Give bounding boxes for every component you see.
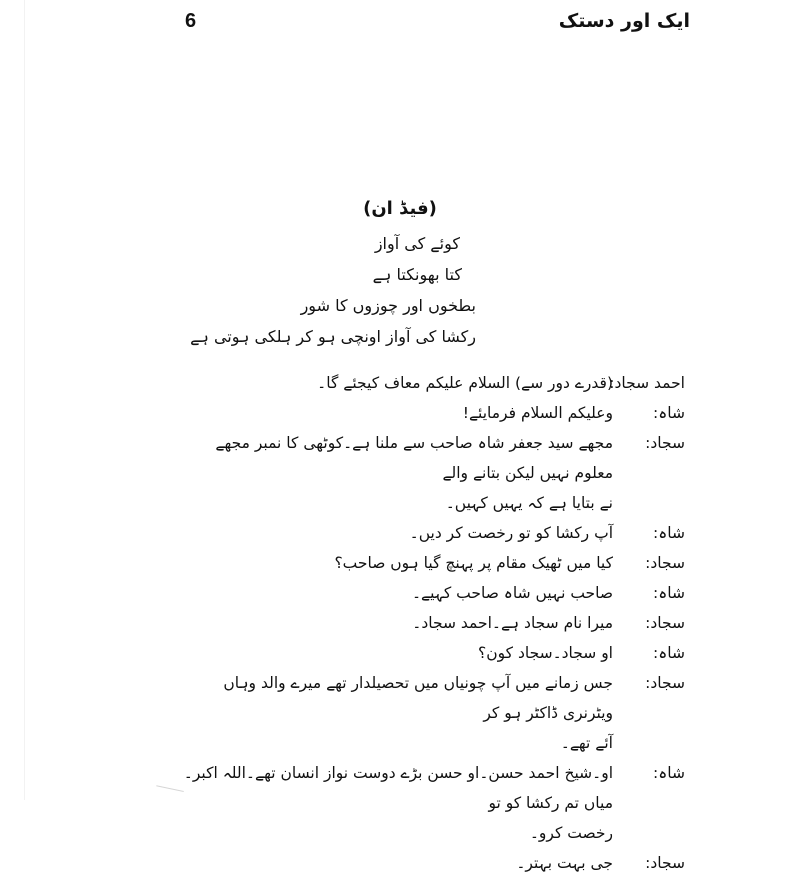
stage-direction-line: بطخوں اور چوزوں کا شور <box>300 296 476 315</box>
dialogue-row <box>180 518 685 548</box>
page-edge <box>24 0 25 800</box>
speaker-name: سجاد: <box>645 674 685 692</box>
speech-text <box>180 758 613 848</box>
speech-line: وعلیکم السلام فرمایئے! <box>462 404 613 422</box>
dialogue-block <box>180 368 685 878</box>
page-number: 6 <box>185 10 197 32</box>
dialogue-row <box>180 758 685 848</box>
running-header-title: ایک اور دستک <box>558 10 690 32</box>
speech-line: آپ رکشا کو تو رخصت کر دیں۔ <box>409 524 613 542</box>
stage-direction-line: کوئے کی آواز <box>374 234 460 253</box>
dialogue-row <box>180 668 685 758</box>
speech-text <box>180 608 613 638</box>
dialogue-row <box>180 578 685 608</box>
stage-direction-line: کتا بھونکتا ہے <box>372 265 462 284</box>
dialogue-row <box>180 608 685 638</box>
speech-line: کیا میں ٹھیک مقام پر پہنچ گیا ہوں صاحب؟ <box>334 554 613 572</box>
speech-line: رخصت کرو۔ <box>529 824 613 842</box>
stage-directions <box>190 228 520 352</box>
speech-line: جی بہت بہتر۔ <box>516 854 613 872</box>
speech-text <box>180 548 613 578</box>
speaker-name: شاہ: <box>652 524 685 542</box>
dialogue-row <box>180 638 685 668</box>
speaker-name: سجاد: <box>645 434 685 452</box>
stage-direction-line: رکشا کی آواز اونچی ہو کر ہلکی ہوتی ہے <box>190 327 476 346</box>
dialogue-row <box>180 398 685 428</box>
speech-line: او۔شیخ احمد حسن۔او حسن بڑے دوست نواز انسان تھے۔اللہ اکبر۔میاں تم رکشا کو تو <box>183 764 613 812</box>
speech-text <box>180 518 613 548</box>
dialogue-row <box>180 368 685 398</box>
speech-line: جس زمانے میں آپ چونیاں میں تحصیلدار تھے میرے والد وہاں ویٹرنری ڈاکٹر ہو کر <box>223 674 613 722</box>
dialogue-row <box>180 548 685 578</box>
speech-text <box>180 578 613 608</box>
speaker-name: سجاد: <box>645 854 685 872</box>
speaker-name: احمد سجاد: <box>609 374 685 392</box>
dialogue-row <box>180 848 685 878</box>
scene-heading: (فیڈ ان) <box>363 198 437 219</box>
speech-text <box>180 668 613 758</box>
speech-text <box>180 848 613 878</box>
speech-line: آئے تھے۔ <box>560 734 613 752</box>
speaker-name: سجاد: <box>645 554 685 572</box>
speech-line: صاحب نہیں شاہ صاحب کہیے۔ <box>411 584 613 602</box>
speaker-name: شاہ: <box>652 764 685 782</box>
speech-text <box>180 428 613 518</box>
speech-text <box>180 398 613 428</box>
speech-line: میرا نام سجاد ہے۔احمد سجاد۔ <box>412 614 613 632</box>
speech-text <box>180 638 613 668</box>
speech-line: مجھے سید جعفر شاہ صاحب سے ملنا ہے۔کوٹھی کا نمبر مجھے معلوم نہیں لیکن بتانے والے <box>215 434 613 482</box>
speech-text <box>180 368 613 398</box>
speech-line: نے بتایا ہے کہ یہیں کہیں۔ <box>445 494 613 512</box>
speaker-name: شاہ: <box>652 584 685 602</box>
speaker-name: سجاد: <box>645 614 685 632</box>
speech-line: او سجاد۔سجاد کون؟ <box>478 644 613 662</box>
dialogue-row <box>180 428 685 518</box>
speaker-name: شاہ: <box>652 404 685 422</box>
speech-line: (قدرے دور سے) السلام علیکم معاف کیجئے گا۔ <box>317 374 613 392</box>
speaker-name: شاہ: <box>652 644 685 662</box>
